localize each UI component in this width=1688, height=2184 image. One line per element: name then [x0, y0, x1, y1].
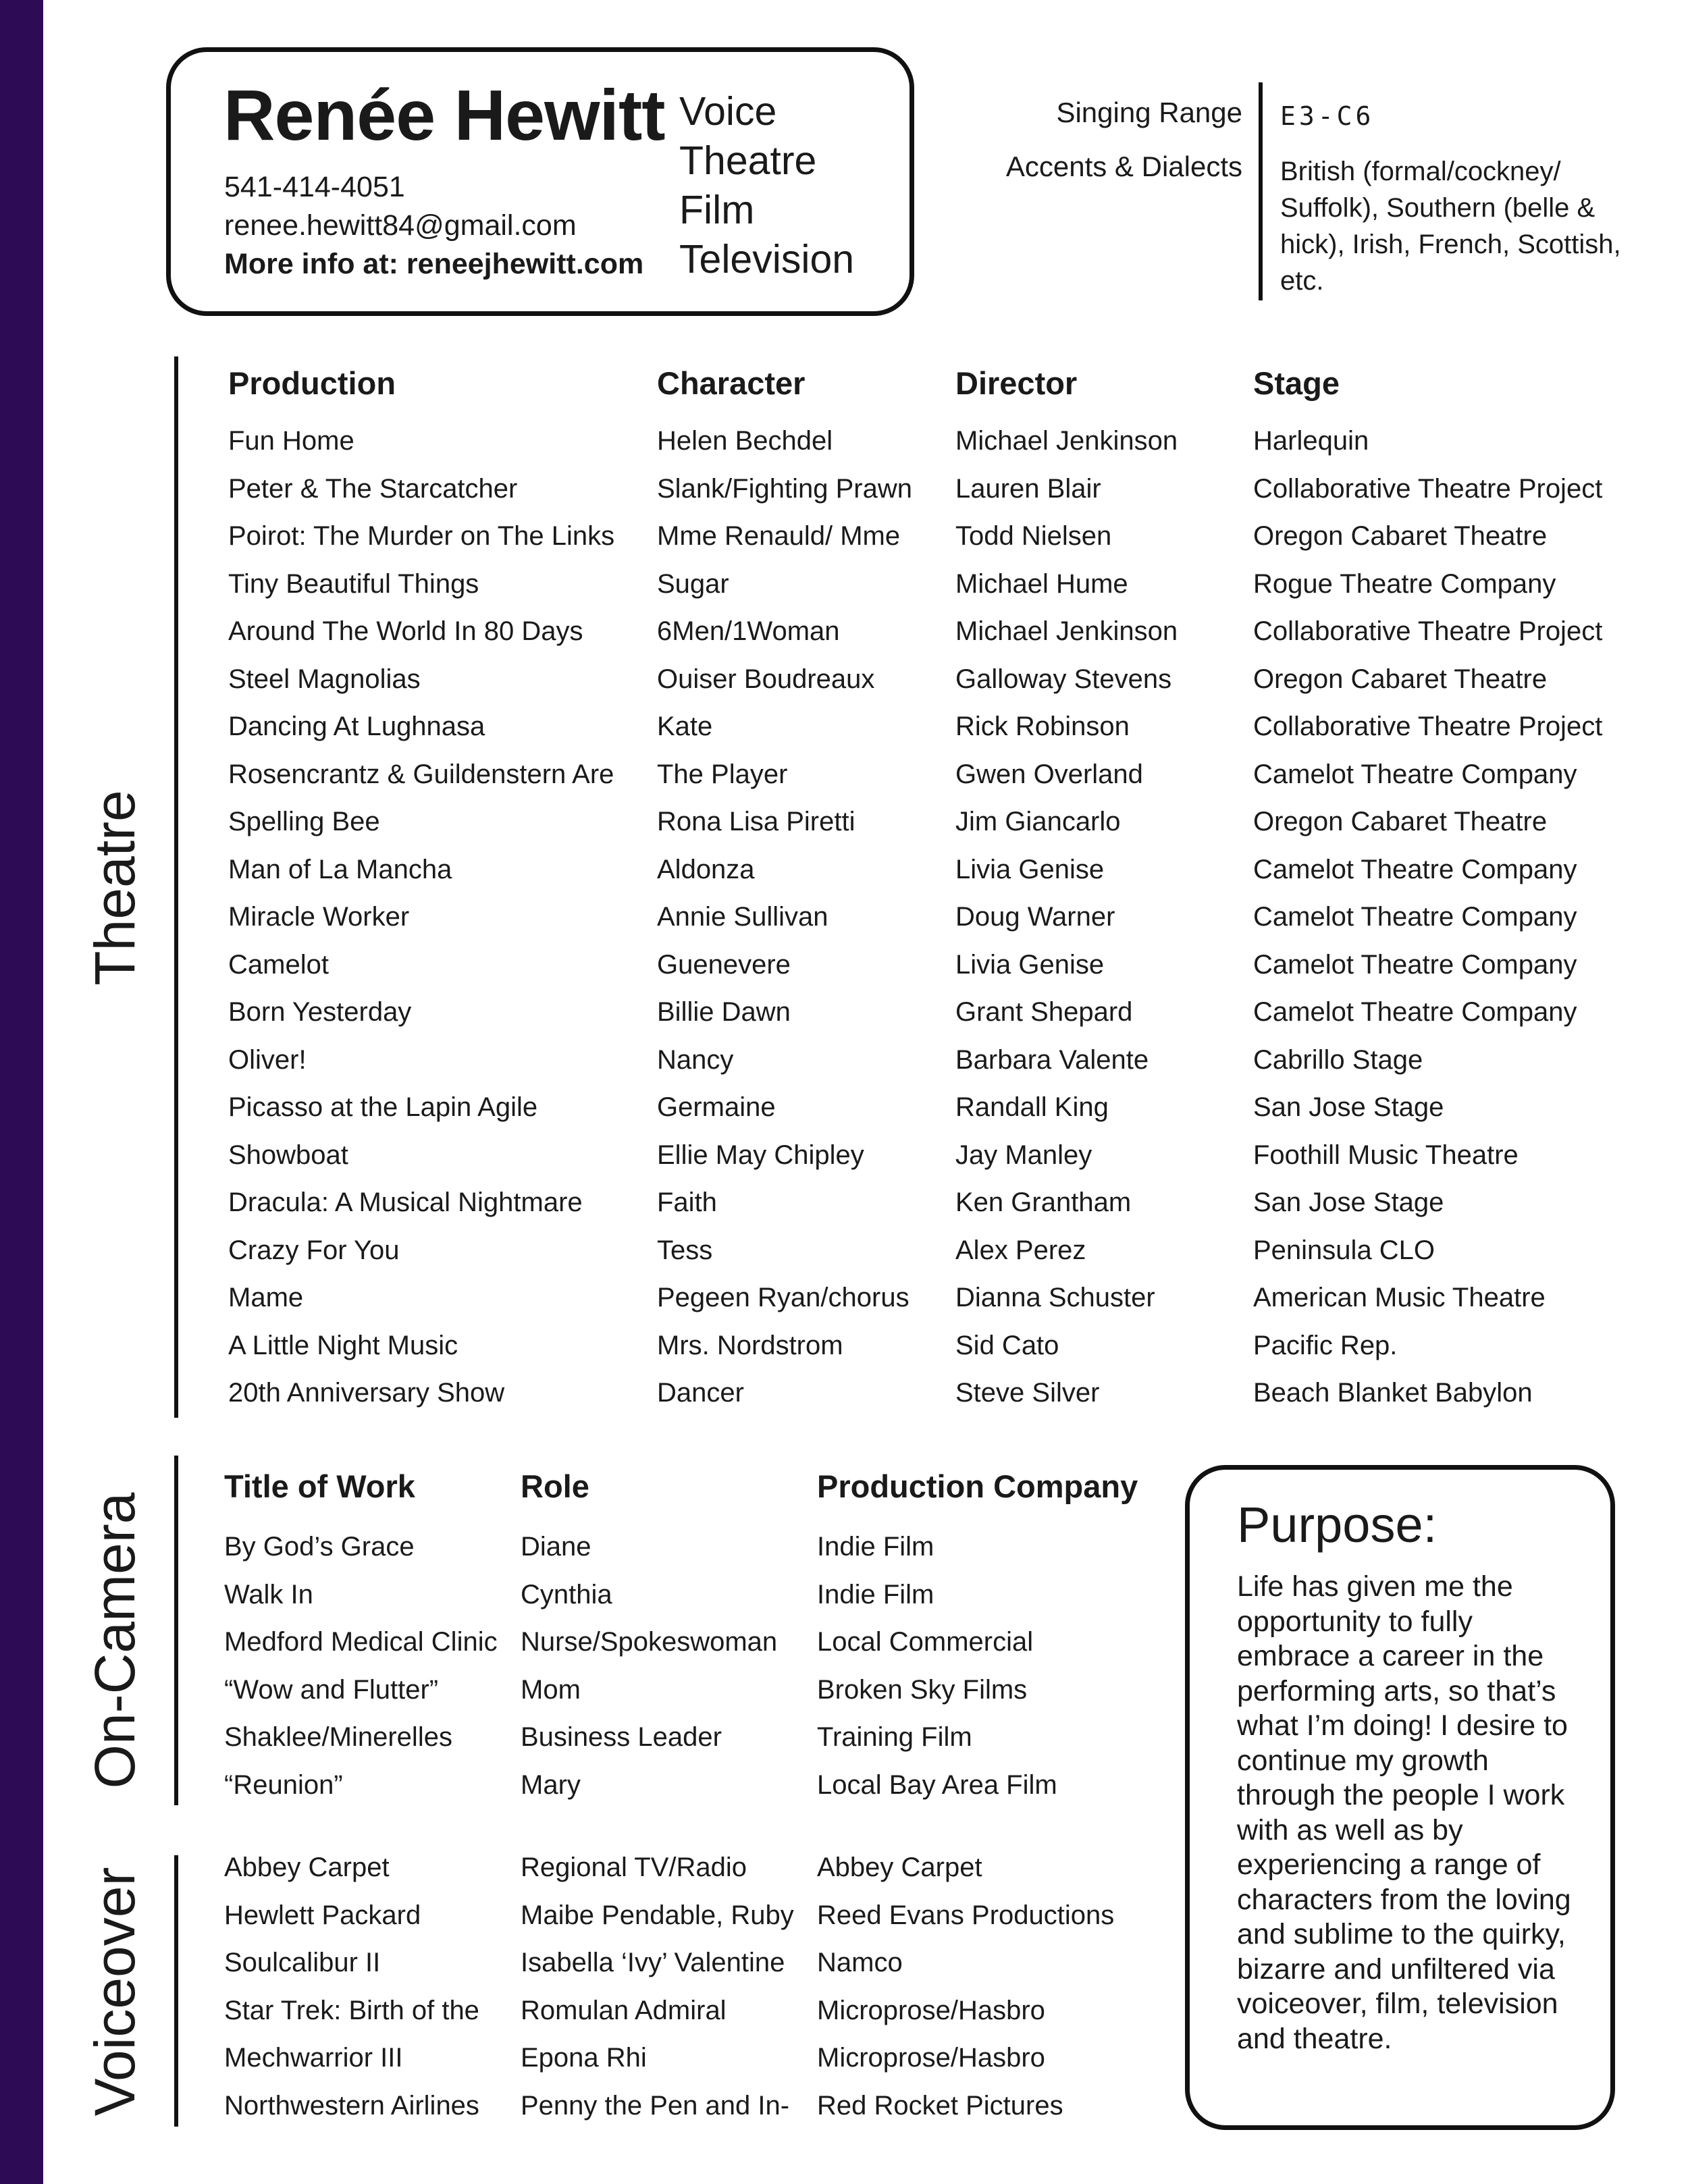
theatre-cell-director: Michael Jenkinson: [955, 616, 1178, 646]
on-camera-cell-title: Walk In: [224, 1580, 313, 1609]
media-film: Film: [679, 188, 755, 232]
theatre-cell-production: Camelot: [228, 950, 329, 980]
theatre-cell-director: Doug Warner: [955, 902, 1115, 932]
theatre-cell-director: Michael Jenkinson: [955, 426, 1178, 456]
voiceover-cell-role: Isabella ‘Ivy’ Valentine: [521, 1948, 785, 1977]
theatre-cell-production: Spelling Bee: [228, 807, 380, 836]
on-camera-cell-company: Local Bay Area Film: [817, 1770, 1057, 1800]
theatre-cell-character: Ouiser Boudreaux: [657, 664, 875, 694]
on-camera-cell-role: Mary: [521, 1770, 581, 1800]
voiceover-cell-role: Maibe Pendable, Ruby: [521, 1900, 794, 1930]
on-camera-cell-role: Nurse/Spokeswoman: [521, 1627, 778, 1657]
theatre-cell-production: 20th Anniversary Show: [228, 1378, 505, 1408]
on-camera-cell-company: Broken Sky Films: [817, 1675, 1028, 1705]
theatre-cell-director: Barbara Valente: [955, 1045, 1149, 1075]
theatre-cell-stage: Camelot Theatre Company: [1253, 997, 1577, 1027]
purpose-text: Life has given me the opportunity to fully embrace a career in the performing arts, so that’s what I’m doing! I desire to continue my growth through the people I work with as well as by experiencing a range of characters from the loving and sublime to the quirky, bizarre and unfiltered via voiceover, film, television and theatre.: [1237, 1570, 1571, 2055]
theatre-cell-production: Steel Magnolias: [228, 664, 421, 694]
on-camera-cell-title: Medford Medical Clinic: [224, 1627, 498, 1657]
theatre-cell-production: Around The World In 80 Days: [228, 616, 583, 646]
theatre-cell-director: Dianna Schuster: [955, 1283, 1155, 1312]
accents-value: British (formal/cockney/ Suffolk), Southern (belle & hick), Irish, French, Scottish, etc.: [1280, 157, 1621, 296]
theatre-cell-character: Aldonza: [657, 855, 755, 884]
theatre-header-production: Production: [228, 365, 396, 401]
theatre-cell-production: Showboat: [228, 1140, 348, 1170]
theatre-cell-character: The Player: [657, 760, 788, 789]
theatre-cell-stage: Collaborative Theatre Project: [1253, 616, 1603, 646]
theatre-cell-stage: Collaborative Theatre Project: [1253, 712, 1603, 741]
voiceover-cell-role: Epona Rhi: [521, 2043, 647, 2073]
theatre-cell-character: Germaine: [657, 1092, 776, 1122]
theatre-cell-production: Crazy For You: [228, 1235, 400, 1265]
theatre-cell-stage: Foothill Music Theatre: [1253, 1140, 1519, 1170]
skills-divider: [1259, 82, 1263, 300]
on-camera-header-company: Production Company: [817, 1468, 1138, 1504]
on-camera-cell-company: Indie Film: [817, 1580, 934, 1609]
theatre-cell-production: Miracle Worker: [228, 902, 410, 932]
theatre-cell-character: Helen Bechdel: [657, 426, 833, 456]
voiceover-cell-title: Hewlett Packard: [224, 1900, 421, 1930]
theatre-cell-director: Livia Genise: [955, 855, 1105, 884]
theatre-cell-stage: Camelot Theatre Company: [1253, 855, 1577, 884]
on-camera-divider: [174, 1456, 178, 1805]
theatre-cell-director: Gwen Overland: [955, 760, 1143, 789]
theatre-header-character: Character: [657, 365, 806, 401]
on-camera-cell-role: Mom: [521, 1675, 581, 1705]
theatre-cell-production: Born Yesterday: [228, 997, 412, 1027]
theatre-cell-character: Kate: [657, 712, 713, 741]
on-camera-header-title: Title of Work: [224, 1468, 415, 1504]
voiceover-cell-role: Regional TV/Radio: [521, 1853, 747, 1882]
voiceover-cell-company: Microprose/Hasbro: [817, 2043, 1045, 2073]
theatre-cell-character: Slank/Fighting Prawn: [657, 474, 912, 504]
theatre-divider: [174, 356, 178, 1418]
theatre-cell-character: Pegeen Ryan/chorus: [657, 1283, 909, 1312]
theatre-cell-director: Sid Cato: [955, 1331, 1059, 1360]
theatre-cell-director: Galloway Stevens: [955, 664, 1172, 694]
theatre-cell-director: Jim Giancarlo: [955, 807, 1121, 836]
on-camera-cell-title: “Reunion”: [224, 1770, 343, 1800]
voiceover-cell-company: Microprose/Hasbro: [817, 1996, 1045, 2025]
voiceover-cell-title: Mechwarrior III: [224, 2043, 403, 2073]
theatre-cell-character: 6Men/1Woman: [657, 616, 840, 646]
theatre-cell-production: Picasso at the Lapin Agile: [228, 1092, 538, 1122]
theatre-cell-stage: Oregon Cabaret Theatre: [1253, 664, 1548, 694]
voiceover-cell-company: Reed Evans Productions: [817, 1900, 1115, 1930]
theatre-header-stage: Stage: [1253, 365, 1340, 401]
voiceover-cell-company: Red Rocket Pictures: [817, 2091, 1063, 2121]
on-camera-section-label: On-Camera: [83, 1492, 147, 1789]
voiceover-cell-role: Penny the Pen and In-: [521, 2091, 790, 2121]
theatre-cell-character: Sugar: [657, 569, 729, 599]
voiceover-cell-company: Abbey Carpet: [817, 1853, 982, 1882]
theatre-cell-character: Dancer: [657, 1378, 744, 1408]
accents-label: Accents & Dialects: [1005, 151, 1242, 182]
theatre-cell-production: Poirot: The Murder on The Links: [228, 521, 615, 551]
voiceover-cell-title: Northwestern Airlines: [224, 2091, 479, 2121]
media-theatre: Theatre: [679, 138, 817, 183]
theatre-cell-character: Mrs. Nordstrom: [657, 1331, 843, 1360]
on-camera-header-role: Role: [521, 1468, 589, 1504]
theatre-cell-director: Steve Silver: [955, 1378, 1100, 1408]
theatre-cell-production: Rosencrantz & Guildenstern Are: [228, 760, 614, 789]
singing-range-label: Singing Range: [1056, 97, 1242, 128]
theatre-cell-stage: Pacific Rep.: [1253, 1331, 1398, 1360]
on-camera-cell-title: “Wow and Flutter”: [224, 1675, 439, 1705]
theatre-cell-production: Peter & The Starcatcher: [228, 474, 518, 504]
on-camera-cell-role: Business Leader: [521, 1722, 722, 1752]
theatre-cell-character: Nancy: [657, 1045, 734, 1075]
theatre-cell-production: A Little Night Music: [228, 1331, 458, 1360]
theatre-cell-director: Livia Genise: [955, 950, 1105, 980]
voiceover-cell-title: Star Trek: Birth of the: [224, 1996, 479, 2025]
theatre-cell-stage: Beach Blanket Babylon: [1253, 1378, 1533, 1408]
theatre-cell-stage: Oregon Cabaret Theatre: [1253, 521, 1548, 551]
voiceover-cell-company: Namco: [817, 1948, 903, 1977]
performer-name: Renée Hewitt: [223, 76, 665, 155]
on-camera-cell-role: Diane: [521, 1532, 591, 1562]
theatre-cell-stage: Camelot Theatre Company: [1253, 760, 1577, 789]
theatre-cell-director: Lauren Blair: [955, 474, 1101, 504]
on-camera-cell-company: Indie Film: [817, 1532, 934, 1562]
theatre-cell-director: Grant Shepard: [955, 997, 1133, 1027]
theatre-cell-character: Mme Renauld/ Mme: [657, 521, 901, 551]
theatre-cell-stage: San Jose Stage: [1253, 1092, 1444, 1122]
phone-number: 541-414-4051: [224, 171, 405, 203]
on-camera-cell-company: Local Commercial: [817, 1627, 1034, 1657]
theatre-cell-director: Jay Manley: [955, 1140, 1092, 1170]
theatre-cell-production: Oliver!: [228, 1045, 307, 1075]
theatre-cell-stage: Camelot Theatre Company: [1253, 950, 1577, 980]
email-address: renee.hewitt84@gmail.com: [224, 209, 577, 242]
media-voice: Voice: [679, 89, 777, 134]
theatre-cell-production: Dracula: A Musical Nightmare: [228, 1188, 583, 1217]
theatre-cell-production: Fun Home: [228, 426, 354, 456]
voiceover-divider: [174, 1855, 178, 2127]
theatre-cell-stage: Camelot Theatre Company: [1253, 902, 1577, 932]
theatre-cell-director: Michael Hume: [955, 569, 1128, 599]
voiceover-cell-title: Soulcalibur II: [224, 1948, 381, 1977]
theatre-cell-character: Faith: [657, 1188, 717, 1217]
theatre-cell-director: Randall King: [955, 1092, 1109, 1122]
purpose-title: Purpose:: [1237, 1497, 1438, 1553]
theatre-cell-character: Rona Lisa Piretti: [657, 807, 855, 836]
theatre-cell-stage: American Music Theatre: [1253, 1283, 1546, 1312]
theatre-cell-production: Mame: [228, 1283, 304, 1312]
accent-side-bar: [0, 0, 43, 2184]
theatre-cell-character: Billie Dawn: [657, 997, 791, 1027]
theatre-cell-director: Todd Nielsen: [955, 521, 1112, 551]
theatre-cell-production: Tiny Beautiful Things: [228, 569, 479, 599]
theatre-cell-stage: Harlequin: [1253, 426, 1369, 456]
theatre-cell-director: Rick Robinson: [955, 712, 1130, 741]
theatre-cell-production: Man of La Mancha: [228, 855, 452, 884]
on-camera-cell-role: Cynthia: [521, 1580, 612, 1609]
theatre-cell-stage: Rogue Theatre Company: [1253, 569, 1556, 599]
voiceover-section-label: Voiceover: [83, 1867, 147, 2116]
theatre-cell-stage: Oregon Cabaret Theatre: [1253, 807, 1548, 836]
theatre-cell-director: Alex Perez: [955, 1235, 1086, 1265]
theatre-cell-character: Tess: [657, 1235, 713, 1265]
on-camera-cell-company: Training Film: [817, 1722, 972, 1752]
theatre-header-director: Director: [955, 365, 1078, 401]
on-camera-cell-title: By God’s Grace: [224, 1532, 415, 1562]
theatre-cell-stage: Peninsula CLO: [1253, 1235, 1435, 1265]
on-camera-cell-title: Shaklee/Minerelles: [224, 1722, 452, 1752]
theatre-cell-stage: San Jose Stage: [1253, 1188, 1444, 1217]
theatre-cell-character: Ellie May Chipley: [657, 1140, 864, 1170]
website-link: More info at: reneejhewitt.com: [224, 248, 644, 280]
theatre-cell-production: Dancing At Lughnasa: [228, 712, 485, 741]
theatre-cell-character: Annie Sullivan: [657, 902, 828, 932]
theatre-cell-director: Ken Grantham: [955, 1188, 1132, 1217]
theatre-cell-character: Guenevere: [657, 950, 791, 980]
singing-range-value: E3-C6: [1280, 101, 1375, 131]
theatre-cell-stage: Collaborative Theatre Project: [1253, 474, 1603, 504]
media-television: Television: [679, 237, 855, 282]
voiceover-cell-role: Romulan Admiral: [521, 1996, 727, 2025]
theatre-section-label: Theatre: [83, 790, 147, 986]
theatre-cell-stage: Cabrillo Stage: [1253, 1045, 1423, 1075]
voiceover-cell-title: Abbey Carpet: [224, 1853, 390, 1882]
